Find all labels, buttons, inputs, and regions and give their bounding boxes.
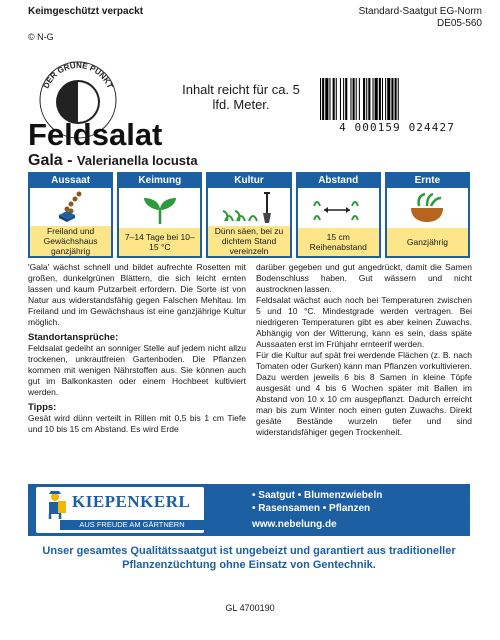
product-subtitle: Gala - Valerianella locusta bbox=[28, 152, 198, 169]
kiepenkerl-figure-icon bbox=[40, 490, 70, 520]
seedling-icon bbox=[138, 190, 182, 226]
spacing-arrows-icon bbox=[308, 190, 368, 226]
product-range: • Saatgut • Blumenzwiebeln • Rasensamen • Pflanzen bbox=[252, 490, 383, 514]
card-aussaat: Aussaat Freiland und Gewächshaus ganzjährig bbox=[28, 172, 113, 258]
barcode bbox=[318, 78, 476, 120]
svg-text:DER GRÜNE PUNKT: DER GRÜNE PUNKT bbox=[41, 60, 115, 90]
description-column-1: 'Gala' wächst schnell und bildet aufrechte Rosetten mit großen, dunkelgrünen Blättern, die sich leicht ernten lassen und kaum Putzarbeit erfordern. Die Sorte ist von Natur aus widerstandsfähig gegen Falschen Mehltau. Im Freiland und im Gewächshaus ist eine ganzjährige Kultur möglich. Standortansprüche: Feldsalat gedeiht an sonniger Stelle auf jedem nicht allzu trockenen, unkrautfreien Gartenboden. Die Pflanzen kommen mit wenigen Nährstoffen aus. Sie können auch gut im Balkonkasten oder einem Hochbeet kultiviert werden. Tipps: Gesät wird dünn verteilt in Rillen mit 0,5 bis 1 cm Tiefe und 10 bis 15 cm Abstand. Es wird Erde bbox=[28, 262, 246, 434]
article-code: GL 4700190 bbox=[225, 603, 275, 613]
brand-url[interactable]: www.nebelung.de bbox=[252, 519, 337, 530]
packaging-note: Keimgeschützt verpackt bbox=[28, 6, 144, 17]
description-column-2: darüber gegeben und gut angedrückt, damit die Samen Bodenschluss haben. Gut wässern und nicht austrocknen lassen. Feldsalat wächst auch noch bei Temperaturen zwischen 5 und 10 °C. Mindestgrade werden vertragen. Bei niedrigeren Temperaturen gibt es aber keinen Zuwachs. Abhängig von der Witterung, kann es sein, dass späte Aussaaten erst im Frühjahr ernteerif werden. Für die Kultur auf spät frei werdende Flächen (z. B. nach Tomaten oder Gurken) kann man Pflanzen vorkultivieren. Dazu werden jeweils 6 bis 8 Samen in kleine Töpfe ausgesät und 4 bis 6 Wochen später mit Ballen im Abstand von 10 x 10 cm ausgepflanzt. Dadurch erreicht man bis zum Winter noch einen guten Zuwachs. Direkt gesäte Bestände wurzeln tiefer und sind widerstandsfähiger gegen Trockenheit. bbox=[256, 262, 472, 437]
content-info: Inhalt reicht für ca. 5 lfd. Meter. bbox=[182, 82, 300, 112]
shovel-sprouts-icon bbox=[219, 189, 279, 225]
ng-label: © N-G bbox=[28, 32, 54, 42]
brand-name: KIEPENKERL bbox=[72, 492, 191, 511]
card-kultur: Kultur Dünn säen, bei zu dichtem Stand vereinzeln bbox=[206, 172, 291, 258]
card-ernte: Ernte Ganzjährig bbox=[385, 172, 470, 258]
product-title: Feldsalat bbox=[28, 117, 163, 152]
brand-motto: AUS FREUDE AM GÄRTNERN bbox=[60, 520, 204, 530]
bowl-icon bbox=[405, 190, 449, 226]
quality-claim: Unser gesamtes Qualitätssaatgut ist ungebeizt und garantiert aus traditioneller Pflanzenzüchtung ohne Einsatz von Gentechnik. bbox=[42, 545, 456, 571]
ean-number: 4 000159 024427 bbox=[339, 121, 455, 134]
card-abstand: Abstand 15 cm Reihenabstand bbox=[296, 172, 381, 258]
seed-dots-icon bbox=[51, 189, 91, 225]
info-cards bbox=[28, 172, 470, 258]
card-keimung: Keimung 7–14 Tage bei 10–15 °C bbox=[117, 172, 202, 258]
norm-label: Standard-Saatgut EG-Norm DE05-560 bbox=[358, 6, 482, 29]
